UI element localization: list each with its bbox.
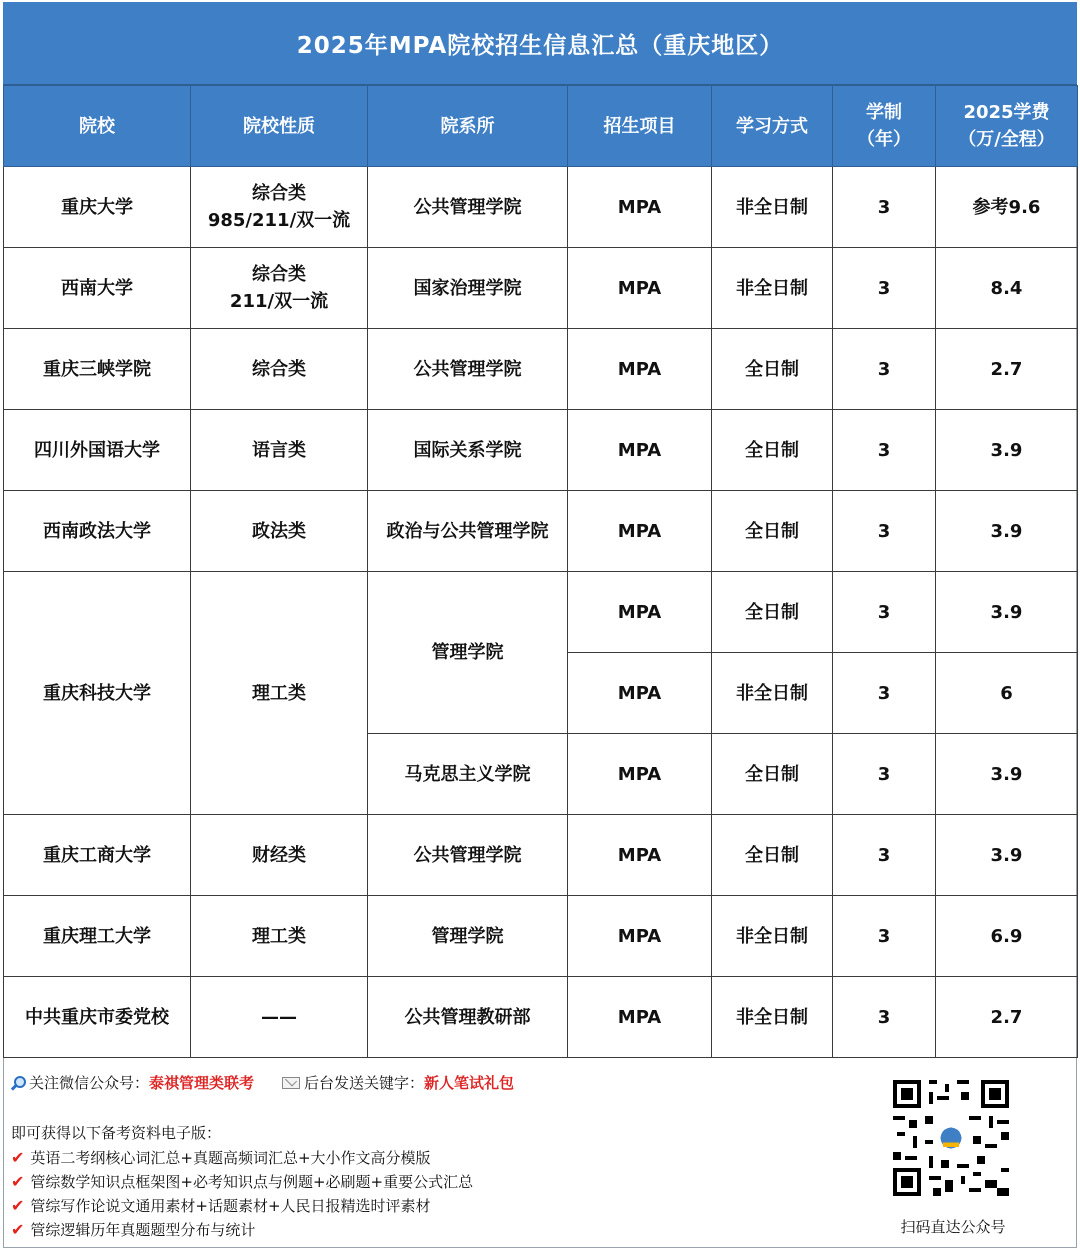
- cell-years: 3: [833, 248, 936, 329]
- cell-nature: 政法类: [191, 491, 368, 572]
- cell-mode: 全日制: [712, 329, 833, 410]
- cell-dept: 公共管理教研部: [368, 977, 568, 1058]
- cell-program: MPA: [568, 248, 712, 329]
- cell-nature: 理工类: [191, 896, 368, 977]
- cell-mode: 非全日制: [712, 896, 833, 977]
- materials-intro: 即可获得以下备考资料电子版：: [11, 1124, 222, 1142]
- col-header-program: 招生项目: [568, 86, 712, 167]
- list-item: [11, 1170, 473, 1194]
- cell-years: 3: [833, 653, 936, 734]
- cell-program: MPA: [568, 977, 712, 1058]
- cell-dept: 公共管理学院: [368, 167, 568, 248]
- col-header-nature: 院校性质: [191, 86, 368, 167]
- cell-years: 3: [833, 410, 936, 491]
- cell-fee: 3.9: [936, 734, 1078, 815]
- col-header-mode: 学习方式: [712, 86, 833, 167]
- table-row: [4, 410, 1078, 491]
- table-row: [4, 329, 1078, 410]
- cell-dept: 马克思主义学院: [368, 734, 568, 815]
- cell-years: 3: [833, 734, 936, 815]
- cell-school: 四川外国语大学: [4, 410, 191, 491]
- cell-mode: 非全日制: [712, 167, 833, 248]
- cell-mode: 全日制: [712, 815, 833, 896]
- table-row: [4, 896, 1078, 977]
- keyword-label: 后台发送关键字：: [304, 1074, 425, 1092]
- cell-dept: 管理学院: [368, 572, 568, 734]
- col-header-dept: 院系所: [368, 86, 568, 167]
- follow-line: [11, 1072, 514, 1093]
- admissions-table: [3, 85, 1078, 1058]
- cell-school: 重庆科技大学: [4, 572, 191, 815]
- cell-dept: 国家治理学院: [368, 248, 568, 329]
- table-row: [4, 491, 1078, 572]
- cell-dept: 公共管理学院: [368, 815, 568, 896]
- table-header-row: [4, 86, 1078, 167]
- cell-mode: 全日制: [712, 410, 833, 491]
- cell-school: 重庆三峡学院: [4, 329, 191, 410]
- cell-mode: 全日制: [712, 734, 833, 815]
- col-header-years: 学制 （年）: [833, 86, 936, 167]
- list-item-text: 管综逻辑历年真题题型分布与统计: [30, 1221, 256, 1239]
- col-header-school: 院校: [4, 86, 191, 167]
- table-row: [4, 977, 1078, 1058]
- cell-fee: 6: [936, 653, 1078, 734]
- cell-years: 3: [833, 167, 936, 248]
- cell-program: MPA: [568, 167, 712, 248]
- qr-code[interactable]: [893, 1080, 1009, 1196]
- cell-program: MPA: [568, 491, 712, 572]
- cell-school: 中共重庆市委党校: [4, 977, 191, 1058]
- cell-mode: 全日制: [712, 572, 833, 653]
- cell-program: MPA: [568, 896, 712, 977]
- cell-program: MPA: [568, 329, 712, 410]
- keyword: 新人笔试礼包: [424, 1074, 515, 1092]
- cell-years: 3: [833, 572, 936, 653]
- magnifier-icon: [11, 1076, 25, 1090]
- cell-program: MPA: [568, 572, 712, 653]
- cell-school: 西南大学: [4, 248, 191, 329]
- cell-nature: ——: [191, 977, 368, 1058]
- cell-dept: 公共管理学院: [368, 329, 568, 410]
- cell-nature: 综合类 211/双一流: [191, 248, 368, 329]
- cell-fee: 6.9: [936, 896, 1078, 977]
- list-item-text: 管综写作论说文通用素材+话题素材+人民日报精选时评素材: [30, 1197, 431, 1215]
- cell-nature: 财经类: [191, 815, 368, 896]
- cell-fee: 8.4: [936, 248, 1078, 329]
- list-item-text: 管综数学知识点框架图+必考知识点与例题+必刷题+重要公式汇总: [30, 1173, 474, 1191]
- cell-program: MPA: [568, 815, 712, 896]
- col-header-fee: 2025学费 （万/全程）: [936, 86, 1078, 167]
- check-icon: ✔: [11, 1196, 25, 1215]
- envelope-icon: [282, 1077, 300, 1089]
- cell-dept: 政治与公共管理学院: [368, 491, 568, 572]
- promo-footer: [3, 1060, 1077, 1248]
- cell-program: MPA: [568, 410, 712, 491]
- list-item: [11, 1194, 473, 1218]
- check-icon: ✔: [11, 1220, 25, 1239]
- cell-dept: 国际关系学院: [368, 410, 568, 491]
- cell-years: 3: [833, 329, 936, 410]
- cell-fee: 3.9: [936, 815, 1078, 896]
- cell-mode: 非全日制: [712, 248, 833, 329]
- table-row: [4, 815, 1078, 896]
- table-row: [4, 248, 1078, 329]
- check-icon: ✔: [11, 1172, 25, 1191]
- cell-fee: 2.7: [936, 329, 1078, 410]
- cell-school: 重庆理工大学: [4, 896, 191, 977]
- cell-years: 3: [833, 815, 936, 896]
- cell-years: 3: [833, 491, 936, 572]
- cell-dept: 管理学院: [368, 896, 568, 977]
- cell-fee: 3.9: [936, 572, 1078, 653]
- table-row: [4, 572, 1078, 653]
- table-row: [4, 167, 1078, 248]
- follow-label: 关注微信公众号：: [29, 1074, 150, 1092]
- cell-nature: 语言类: [191, 410, 368, 491]
- account-name: 泰祺管理类联考: [149, 1074, 255, 1092]
- qr-caption: 扫码直达公众号: [900, 1218, 1006, 1236]
- cell-years: 3: [833, 896, 936, 977]
- cell-program: MPA: [568, 653, 712, 734]
- cell-mode: 全日制: [712, 491, 833, 572]
- cell-program: MPA: [568, 734, 712, 815]
- cell-fee: 3.9: [936, 491, 1078, 572]
- check-icon: ✔: [11, 1148, 25, 1167]
- cell-school: 重庆工商大学: [4, 815, 191, 896]
- cell-fee: 参考9.6: [936, 167, 1078, 248]
- cell-mode: 非全日制: [712, 977, 833, 1058]
- cell-school: 重庆大学: [4, 167, 191, 248]
- materials-list: [11, 1146, 473, 1242]
- cell-school: 西南政法大学: [4, 491, 191, 572]
- cell-fee: 3.9: [936, 410, 1078, 491]
- list-item: [11, 1146, 473, 1170]
- cell-years: 3: [833, 977, 936, 1058]
- cell-nature: 理工类: [191, 572, 368, 815]
- cell-mode: 非全日制: [712, 653, 833, 734]
- cell-nature: 综合类: [191, 329, 368, 410]
- cell-fee: 2.7: [936, 977, 1078, 1058]
- page-title: 2025年MPA院校招生信息汇总（重庆地区）: [3, 2, 1077, 85]
- cell-nature: 综合类 985/211/双一流: [191, 167, 368, 248]
- list-item: [11, 1218, 473, 1242]
- list-item-text: 英语二考纲核心词汇总+真题高频词汇总+大小作文高分模版: [30, 1149, 431, 1167]
